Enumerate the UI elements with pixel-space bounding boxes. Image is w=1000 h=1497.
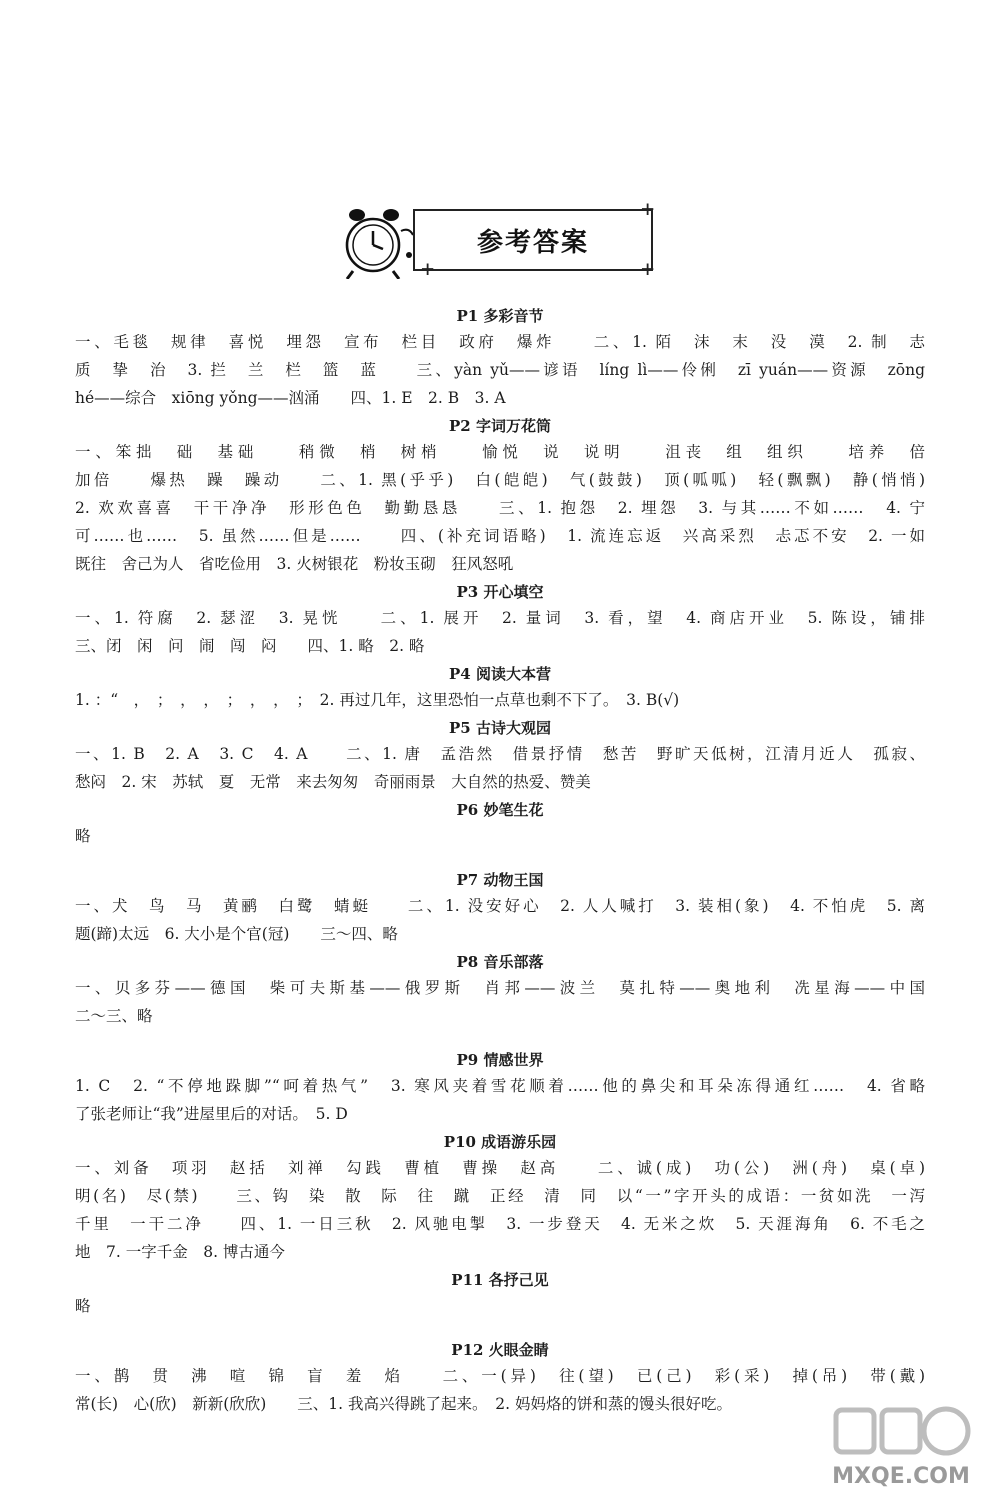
watermark-logo [826, 1402, 976, 1492]
answer-line: 一、鹊 贯 沸 喧 锦 盲 羞 焰 二、一(异) 往(望) 已(己) 彩(采) 掉(吊) 带(戴) [75, 1367, 925, 1385]
corner-cross-icon: + [641, 197, 655, 222]
section-title: P2 字词万花筒 [449, 417, 551, 435]
corner-cross-icon: + [641, 257, 655, 282]
answer-line: 略 [75, 827, 91, 845]
answer-line: 1. C 2. “不停地跺脚”“呵着热气” 3. 寒风夹着雪花顺着……他的鼻尖和耳朵冻得通红…… 4. 省略 [75, 1077, 925, 1095]
answer-line: hé——综合 xiōng yǒng——汹涌 四、1. E 2. B 3. A [75, 389, 506, 407]
section-title: P10 成语游乐园 [443, 1133, 557, 1151]
section-title: P6 妙笔生花 [456, 801, 544, 819]
answer-content [75, 302, 925, 1418]
answer-line: 一、笨拙 础 基础 稍微 梢 树梢 愉悦 说 说明 沮丧 组 组织 培养 倍 [75, 443, 925, 461]
answer-line: 略 [75, 1297, 91, 1315]
corner-cross-icon: + [421, 257, 435, 282]
answer-line: 一、刘备 项羽 赵括 刘禅 勾践 曹植 曹操 赵高 二、诚(成) 功(公) 洲(舟) 桌(卓) [75, 1159, 925, 1177]
answer-line: 了张老师让“我”进屋里后的对话。 5. D [75, 1105, 348, 1123]
section-spacer [75, 850, 925, 866]
answer-line: 一、1. 符腐 2. 瑟涩 3. 晃恍 二、1. 展开 2. 量词 3. 看，望 4. 商店开业 5. 陈设，铺排 [75, 609, 925, 627]
alarm-clock-icon [335, 201, 415, 279]
page-title: 参考答案 [476, 227, 589, 258]
section-title: P4 阅读大本营 [449, 665, 551, 683]
answer-line: 可……也…… 5. 虽然……但是…… 四、(补充词语略) 1. 流连忘返 兴高采烈 忐忑不安 2. 一如 [75, 527, 925, 545]
section-title: P12 火眼金睛 [451, 1341, 549, 1359]
answer-line: 一、贝多芬——德国 柴可夫斯基——俄罗斯 肖邦——波兰 莫扎特——奥地利 冼星海——中国 [75, 979, 925, 997]
watermark-seal-icon [826, 1402, 976, 1464]
answer-line: 千里 一干二净 四、1. 一日三秋 2. 风驰电掣 3. 一步登天 4. 无米之炊 5. 天涯海角 6. 不毛之 [75, 1215, 925, 1233]
section-spacer [75, 1030, 925, 1046]
answer-line: 常(长) 心(欣) 新新(欣欣) 三、1. 我高兴得跳了起来。 2. 妈妈烙的饼和蒸的馒头很好吃。 [75, 1395, 732, 1413]
answer-line: 一、毛毯 规律 喜悦 埋怨 宣布 栏目 政府 爆炸 二、1. 陌 沫 末 没 漠 2. 制 志 [75, 333, 925, 351]
answer-line: 三、闭 闲 问 闹 闯 闷 四、1. 略 2. 略 [75, 637, 425, 655]
answer-line: 地 7. 一字千金 8. 博古通今 [75, 1243, 285, 1261]
section-spacer [75, 1320, 925, 1336]
section-title: P9 情感世界 [456, 1051, 544, 1069]
answer-line: 质 挚 治 3. 拦 兰 栏 篮 蓝 三、yàn yǔ——谚语 líng lì——伶俐 zī yuán——资源 zōng [75, 361, 925, 379]
answer-line: 明(名) 尽(禁) 三、钩 染 散 际 往 蹴 正经 清 同 以“一”字开头的成语：一贫如洗 一泻 [75, 1187, 925, 1205]
answer-line: 一、犬 鸟 马 黄鹂 白鹭 蜻蜓 二、1. 没安好心 2. 人人喊打 3. 装相(象) 4. 不怕虎 5. 离 [75, 897, 925, 915]
section-title: P8 音乐部落 [456, 953, 544, 971]
section-title: P1 多彩音节 [456, 307, 544, 325]
answer-line: 题(蹄)太远 6. 大小是个官(冠) 三～四、略 [75, 925, 398, 943]
section-title: P3 开心填空 [456, 583, 544, 601]
answer-line: 1. ：“ ， ； ， ， ； ， ， ； 2. 再过几年，这里恐怕一点草也剩不下了。 3. B(√) [75, 691, 680, 709]
answer-key-header [335, 195, 665, 285]
answer-line: 愁闷 2. 宋 苏轼 夏 无常 来去匆匆 奇丽雨景 大自然的热爱、赞美 [75, 773, 591, 791]
section-title: P5 古诗大观园 [449, 719, 551, 737]
answer-line: 二～三、略 [75, 1007, 153, 1025]
answer-line: 2. 欢欢喜喜 干干净净 形形色色 勤勤恳恳 三、1. 抱怨 2. 埋怨 3. 与其……不如…… 4. 宁 [75, 499, 925, 517]
answer-line: 一、1. B 2. A 3. C 4. A 二、1. 唐 孟浩然 借景抒情 愁苦 野旷天低树，江清月近人 孤寂、 [75, 745, 925, 763]
answer-line: 加倍 爆热 躁 躁动 二、1. 黑(乎乎) 白(皑皑) 气(鼓鼓) 顶(呱呱) 轻(飘飘) 静(悄悄) [75, 471, 925, 489]
section-title: P11 各抒己见 [451, 1271, 549, 1289]
answer-line: 既往 舍己为人 省吃俭用 3. 火树银花 粉妆玉砌 狂风怒吼 [75, 555, 514, 573]
watermark-text: MXQE.COM [832, 1464, 970, 1489]
section-title: P7 动物王国 [456, 871, 544, 889]
